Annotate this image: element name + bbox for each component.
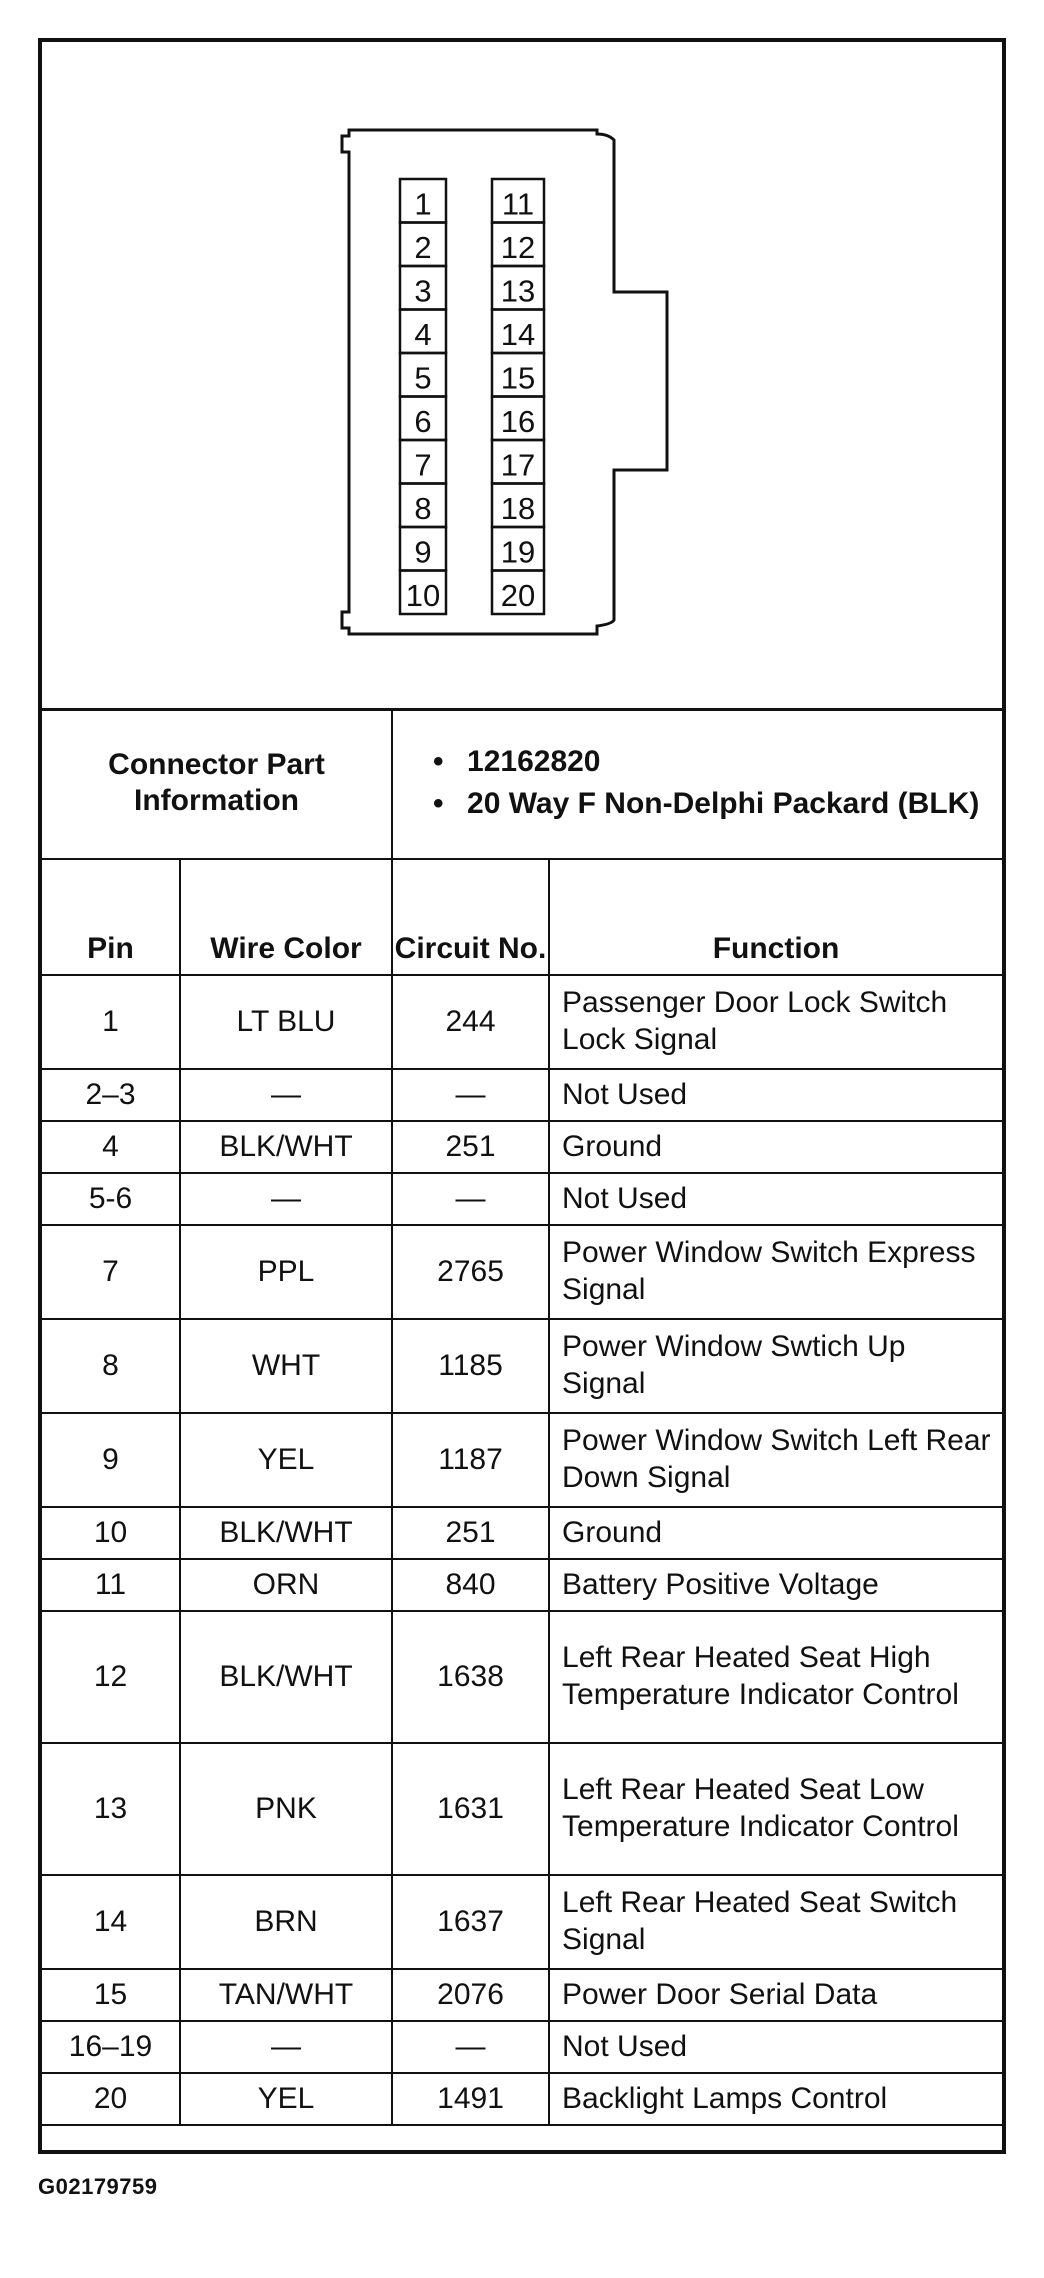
circuit-no-cell: 1185 <box>392 1319 549 1413</box>
part-info-details <box>392 708 1002 859</box>
pin-number-label: 16 <box>500 404 536 439</box>
circuit-no-cell: 2765 <box>392 1225 549 1319</box>
pin-cell: 9 <box>42 1413 180 1507</box>
pin-rows <box>42 975 1002 2125</box>
function-cell: Power Window Swtich Up Signal <box>549 1319 1002 1413</box>
circuit-no-cell: — <box>392 2021 549 2073</box>
function-cell: Left Rear Heated Seat Switch Signal <box>549 1875 1002 1969</box>
circuit-no-cell: — <box>392 1173 549 1225</box>
pin-number-label: 20 <box>500 578 536 613</box>
function-cell: Power Door Serial Data <box>549 1969 1002 2021</box>
pin-number-label: 18 <box>500 491 536 526</box>
circuit-no-cell: 1631 <box>392 1743 549 1875</box>
pin-row <box>42 2021 1002 2073</box>
pin-number-label: 8 <box>414 491 432 526</box>
wire-color-cell: PNK <box>180 1743 392 1875</box>
pin-row <box>42 1413 1002 1507</box>
wire-color-cell: YEL <box>180 1413 392 1507</box>
pin-cell: 14 <box>42 1875 180 1969</box>
function-cell: Battery Positive Voltage <box>549 1559 1002 1611</box>
pin-cell: 20 <box>42 2073 180 2125</box>
pin-number-label: 13 <box>500 273 536 309</box>
pin-cell: 15 <box>42 1969 180 2021</box>
pin-cell: 4 <box>42 1121 180 1173</box>
pin-number-label: 19 <box>500 534 536 570</box>
pin-number-label: 5 <box>414 360 432 396</box>
circuit-no-cell: 1187 <box>392 1413 549 1507</box>
pin-row <box>42 1559 1002 1611</box>
pin-number-label: 4 <box>414 317 432 352</box>
wire-color-cell: BRN <box>180 1875 392 1969</box>
pin-number-label: 7 <box>414 447 432 483</box>
pin-row <box>42 975 1002 1069</box>
part-description: • 20 Way F Non-Delphi Packard (BLK) <box>433 786 1002 822</box>
pin-number-label: 1 <box>414 186 432 222</box>
header-pin: Pin <box>42 859 180 975</box>
pin-number-label: 12 <box>500 230 536 265</box>
pin-number-label: 11 <box>501 186 535 222</box>
pin-cell: 16–19 <box>42 2021 180 2073</box>
circuit-no-cell: 2076 <box>392 1969 549 2021</box>
pin-row <box>42 2073 1002 2125</box>
pin-row <box>42 1319 1002 1413</box>
function-cell: Power Window Switch Express Signal <box>549 1225 1002 1319</box>
pin-row <box>42 1507 1002 1559</box>
left-pin-column <box>400 179 446 614</box>
part-info-label: Connector Part Information <box>42 708 392 859</box>
pin-number-label: 14 <box>500 317 536 352</box>
function-cell: Backlight Lamps Control <box>549 2073 1002 2125</box>
pin-number-label: 10 <box>405 578 441 613</box>
pin-cell: 8 <box>42 1319 180 1413</box>
circuit-no-cell: 244 <box>392 975 549 1069</box>
part-info-row <box>42 708 1002 859</box>
header-function: Function <box>549 859 1002 975</box>
connector-diagram <box>42 42 1002 711</box>
function-cell: Left Rear Heated Seat Low Temperature Indicator Control <box>549 1743 1002 1875</box>
column-header-row <box>42 859 1002 975</box>
pin-row <box>42 1225 1002 1319</box>
wire-color-cell: BLK/WHT <box>180 1507 392 1559</box>
circuit-no-cell: 1638 <box>392 1611 549 1743</box>
pin-row <box>42 1121 1002 1173</box>
pin-number-label: 6 <box>414 404 432 439</box>
pin-row <box>42 1069 1002 1121</box>
pin-row <box>42 1969 1002 2021</box>
connector-face-drawing <box>42 42 1002 708</box>
pin-row <box>42 1743 1002 1875</box>
wire-color-cell: YEL <box>180 2073 392 2125</box>
pin-number-label: 3 <box>414 273 432 309</box>
connector-info-table <box>42 708 1002 2126</box>
circuit-no-cell: 1491 <box>392 2073 549 2125</box>
pin-cell: 2–3 <box>42 1069 180 1121</box>
pin-number-label: 17 <box>500 447 536 483</box>
pin-cell: 11 <box>42 1559 180 1611</box>
circuit-no-cell: 1637 <box>392 1875 549 1969</box>
wire-color-cell: BLK/WHT <box>180 1611 392 1743</box>
wire-color-cell: — <box>180 1173 392 1225</box>
circuit-no-cell: 840 <box>392 1559 549 1611</box>
function-cell: Not Used <box>549 1173 1002 1225</box>
circuit-no-cell: 251 <box>392 1121 549 1173</box>
pin-number-label: 15 <box>500 360 536 396</box>
pin-cell: 12 <box>42 1611 180 1743</box>
function-cell: Passenger Door Lock Switch Lock Signal <box>549 975 1002 1069</box>
function-cell: Power Window Switch Left Rear Down Signal <box>549 1413 1002 1507</box>
function-cell: Ground <box>549 1507 1002 1559</box>
pin-row <box>42 1173 1002 1225</box>
function-cell: Left Rear Heated Seat High Temperature Indicator Control <box>549 1611 1002 1743</box>
header-wire-color: Wire Color <box>180 859 392 975</box>
wire-color-cell: — <box>180 1069 392 1121</box>
wire-color-cell: TAN/WHT <box>180 1969 392 2021</box>
function-cell: Ground <box>549 1121 1002 1173</box>
wire-color-cell: ORN <box>180 1559 392 1611</box>
wire-color-cell: LT BLU <box>180 975 392 1069</box>
pin-number-label: 9 <box>414 534 432 570</box>
right-pin-column <box>492 179 544 614</box>
function-cell: Not Used <box>549 1069 1002 1121</box>
pin-cell: 5-6 <box>42 1173 180 1225</box>
figure-id: G02179759 <box>38 2174 158 2199</box>
pin-cell: 13 <box>42 1743 180 1875</box>
circuit-no-cell: 251 <box>392 1507 549 1559</box>
header-circuit-no: Circuit No. <box>392 859 549 975</box>
function-cell: Not Used <box>549 2021 1002 2073</box>
wire-color-cell: — <box>180 2021 392 2073</box>
wire-color-cell: PPL <box>180 1225 392 1319</box>
pin-cell: 10 <box>42 1507 180 1559</box>
circuit-no-cell: — <box>392 1069 549 1121</box>
pin-number-label: 2 <box>414 230 432 265</box>
pin-cell: 7 <box>42 1225 180 1319</box>
wire-color-cell: WHT <box>180 1319 392 1413</box>
pin-row <box>42 1875 1002 1969</box>
part-number: • 12162820 <box>433 744 1002 780</box>
pin-row <box>42 1611 1002 1743</box>
pin-cell: 1 <box>42 975 180 1069</box>
connector-sheet <box>38 38 1006 2154</box>
wire-color-cell: BLK/WHT <box>180 1121 392 1173</box>
